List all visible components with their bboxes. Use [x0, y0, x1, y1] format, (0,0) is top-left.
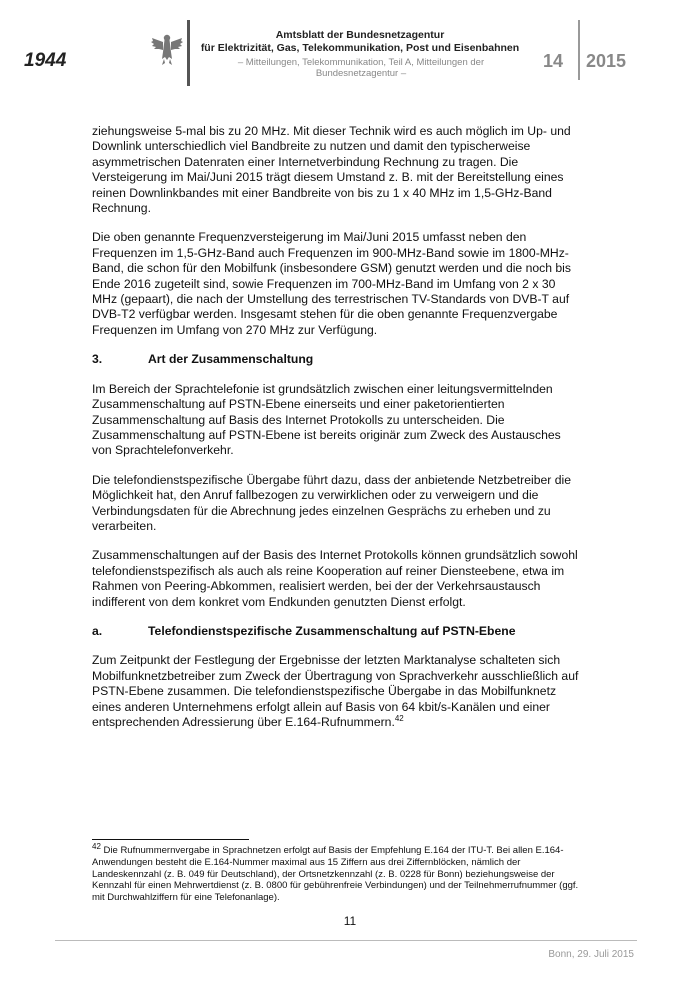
federal-eagle-icon: [150, 32, 184, 68]
issue-number: 14: [543, 51, 564, 71]
paragraph: Zusammenschaltungen auf der Basis des Internet Protokolls können grundsätzlich sowohl telefondienstspezifisch als auch als reine Kooperation auf reiner Diensteebene, etwa im Rahmen von Peering-Abkommen, realisiert werden, bei der der Verkehrsaustausch indifferent von dem konkret vom Endkunden genutzten Dienst erfolgt.: [92, 548, 578, 609]
journal-title-line2: für Elektrizität, Gas, Telekommunikation, Post und Eisenbahnen: [200, 41, 520, 54]
footnote-reference[interactable]: 42: [394, 713, 404, 723]
paragraph: Die telefondienstspezifische Übergabe führt dazu, dass der anbietende Netzbetreiber die Möglichkeit hat, den Anruf fallbezogen zu verwirklichen oder zu verweigern und die Verbindungsdaten für die Abrechnung jedes einzelnen Gesprächs zu erheben und zu verarbeiten.: [92, 472, 571, 533]
paragraph: ziehungsweise 5-mal bis zu 20 MHz. Mit dieser Technik wird es auch möglich im Up- und Downlink unterschiedlich viel Bandbreite zu nutzen und damit den typischerweise asymmetrischen Datenraten einer Internetverbindung Rechnung zu tragen. Die Versteigerung im Mai/Juni 2015 trägt diesem Umstand z. B. mit der Bereitstellung eines reinen Downlinkbandes mit einer Bandbreite von bis zu 1 x 40 MHz im 1,5-GHz-Band Rechnung.: [92, 124, 571, 216]
footnote: [92, 841, 582, 904]
section-number: 3.: [92, 352, 103, 367]
section-number: a.: [92, 623, 103, 638]
journal-title-line1: Amtsblatt der Bundesnetzagentur: [275, 29, 445, 41]
journal-title: [195, 29, 525, 54]
footnote-separator: [92, 839, 249, 840]
main-content: [92, 124, 582, 744]
section-title: Art der Zusammenschaltung: [148, 352, 314, 367]
section-heading-a: [92, 624, 582, 639]
paragraph: Im Bereich der Sprachtelefonie ist grundsätzlich zwischen einer leitungsvermittelnden Zusammenschaltung auf PSTN-Ebene einerseits und einer paketorientierten Zusammenschaltung auf Basis des Internet Protokolls zu unterscheiden. Die Zusammenschaltung auf PSTN-Ebene ist bereits originär zum Zweck des Austausches von Sprachtelefonverkehr.: [92, 381, 561, 458]
page-number-left: 1944: [24, 50, 67, 71]
section-title: Telefondienstspezifische Zusammenschaltung auf PSTN-Ebene: [148, 623, 516, 638]
section-heading-3: [92, 352, 582, 367]
header-divider: [187, 20, 190, 86]
footer-divider: [55, 940, 637, 941]
publication-date: Bonn, 29. Juli 2015: [548, 949, 634, 960]
footnote-number: 42: [92, 841, 101, 851]
footnote-text: Die Rufnummernvergabe in Sprachnetzen erfolgt auf Basis der Empfehlung E.164 der ITU-T. Bei allen E.164-Anwendungen besteht die E.164-Nummer maximal aus 15 Ziffern aus drei Ziffernblöcken, nämlich der Landeskennzahl (z. B. 049 für Deutschland), der Ortsnetzkennzahl (z. B. 0228 für Bonn) beziehungsweise der Kennzahl für einen Mehrwertdienst (z. B. 0800 für gebührenfreie Verbindungen) und der Teilnehmerrufnummer (ggf. mit Durchwahlziffern für eine Telefonanlage).: [92, 845, 579, 904]
paragraph: Die oben genannte Frequenzversteigerung im Mai/Juni 2015 umfasst neben den Frequenzen im 1,5-GHz-Band auch Frequenzen im 900-MHz-Band sowie im 1800-MHz-Band, die schon für den Mobilfunk (insbesondere GSM) genutzt werden und die noch bis Ende 2016 zugeteilt sind, sowie Frequenzen im 700-MHz-Band im Umfang von 2 x 30 MHz (gepaart), die nach der Umstellung des terrestrischen TV-Standards von DVB-T auf DVB-T2 verfügbar werden. Insgesamt stehen für die oben genannte Frequenzvergabe Frequenzen im Umfang von 270 MHz zur Verfügung.: [92, 230, 571, 337]
journal-subtitle: – Mitteilungen, Telekommunikation, Teil A, Mitteilungen der Bundesnetzagentur –: [237, 57, 485, 79]
issue-divider: [578, 20, 580, 80]
page-number-footer: 11: [343, 914, 357, 928]
paragraph: [92, 653, 582, 730]
issue-year: 2015: [586, 51, 627, 71]
paragraph-text: Zum Zeitpunkt der Festlegung der Ergebnisse der letzten Marktanalyse schalteten sich Mobilfunknetzbetreiber zum Zweck der Übertragung von Sprachverkehr ausschließlich auf PSTN-Ebene zusammen. Die telefondienstspezifische Übergabe in das Mobilfunknetz eines anderen Unternehmens erfolgt allein auf Basis von 64 kbit/s-Kanälen und einer entsprechenden Adressierung über E.164-Rufnummern.: [92, 653, 579, 729]
